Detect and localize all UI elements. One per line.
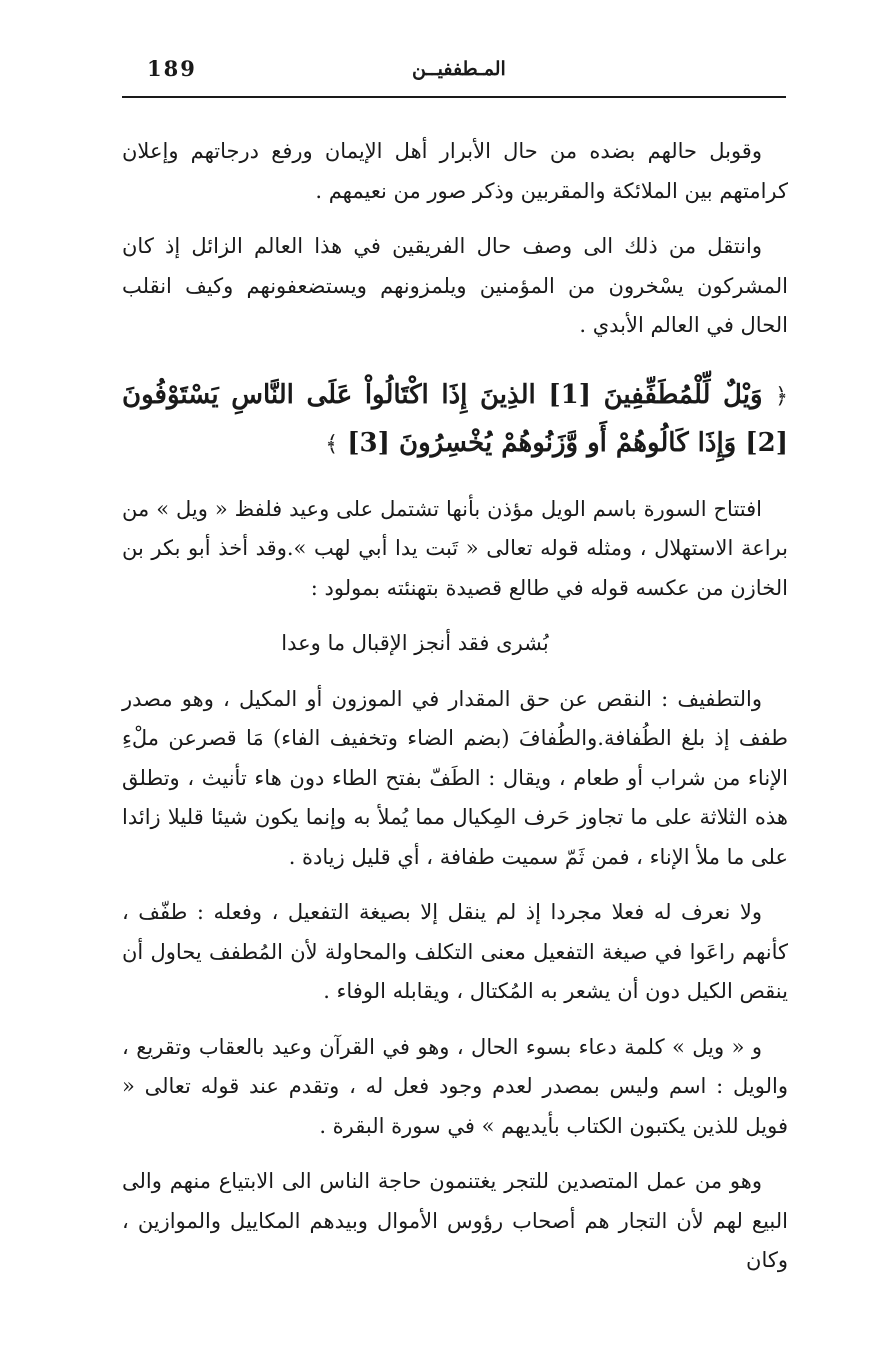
- paragraph-2: وانتقل من ذلك الى وصف حال الفريقين في هذا العالم الزائل إذ كان المشركون يسْخرون من المؤمنين ويلمزونهم ويستضعفونهم وكيف انقلب الحال في العالم الأبدي .: [122, 234, 788, 337]
- page-body: [122, 132, 788, 1297]
- paragraph-1: وقوبل حالهم بضده من حال الأبرار أهل الإيمان ورفع درجاتهم وإعلان كرامتهم بين الملائكة والمقربين وذكر صور من نعيمهم .: [122, 139, 788, 203]
- page-header: [122, 52, 786, 98]
- quran-verse: [122, 372, 788, 468]
- paragraph-6: و « ويل » كلمة دعاء بسوء الحال ، وهو في القرآن وعيد بالعقاب وتقريع ، والويل : اسم وليس بمصدر لعدم وجود فعل له ، وتقدم عند قوله تعالى « فويل للذين يكتبون الكتاب بأيديهم » في سورة البقرة .: [122, 1034, 788, 1138]
- paragraph-7: وهو من عمل المتصدين للتجر يغتنمون حاجة الناس الى الابتياع منهم والى البيع لهم لأن التجار هم أصحاب رؤوس الأموال وبيدهم المكاييل والموازين ، وكان: [122, 1169, 788, 1272]
- verse-open-bracket: ﴿: [775, 383, 789, 409]
- running-title: المـطففيــن: [412, 58, 506, 80]
- paragraph-5: ولا نعرف له فعلا مجردا إذ لم ينقل إلا بصيغة التفعيل ، وفعله : طفّف ، كأنهم راعَوا في صيغة التفعيل معنى التكلف والمحاولة لأن المُطفف يحاول أن ينقص الكيل دون أن يشعر به المُكتال ، ويقابله الوفاء .: [122, 900, 788, 1003]
- header-rule: [122, 96, 786, 98]
- page-number: 189: [147, 56, 197, 81]
- paragraph-3: افتتاح السورة باسم الويل مؤذن بأنها تشتمل على وعيد فلفظ « ويل » من براعة الاستهلال ، ومثله قوله تعالى « تَبت يدا أبي لهب ».وقد أخذ أبو بكر بن الخازن من عكسه قوله في طالع قصيدة بتهنئته بمولود :: [122, 496, 788, 600]
- paragraph-4: والتطفيف : النقص عن حق المقدار في الموزون أو المكيل ، وهو مصدر طفف إذ بلغ الطُفافة.والطُفافَ (بضم الضاء وتخفيف الفاء) مَا قصرعن ملْءِ الإناء من شراب أو طعام ، ويقال : الطَفّ بفتح الطاء دون هاء تأنيث ، وتطلق هذه الثلاثة على ما تجاوز حَرف المِكيال مما يُملأ به وإنما يكون شيئا قليلا زائدا على ما ملأ الإناء ، فمن ثَمّ سميت طفافة ، أي قليل زيادة .: [122, 686, 788, 869]
- verse-text: وَيْلٌ لِّلْمُطَفِّفِينَ [1] الذِينَ إِذَا اكْتَالُواْ عَلَى النَّاسِ يَسْتَوْفُونَ [2] وَإِذَا كَالُوهُمْ أَو وَّزَنُوهُمْ يُخْسِرُونَ [3]: [122, 379, 788, 458]
- verse-close-bracket: ﴾: [325, 431, 339, 457]
- poetry-line: بُشرى فقد أنجز الإقبال ما وعدا: [281, 631, 549, 655]
